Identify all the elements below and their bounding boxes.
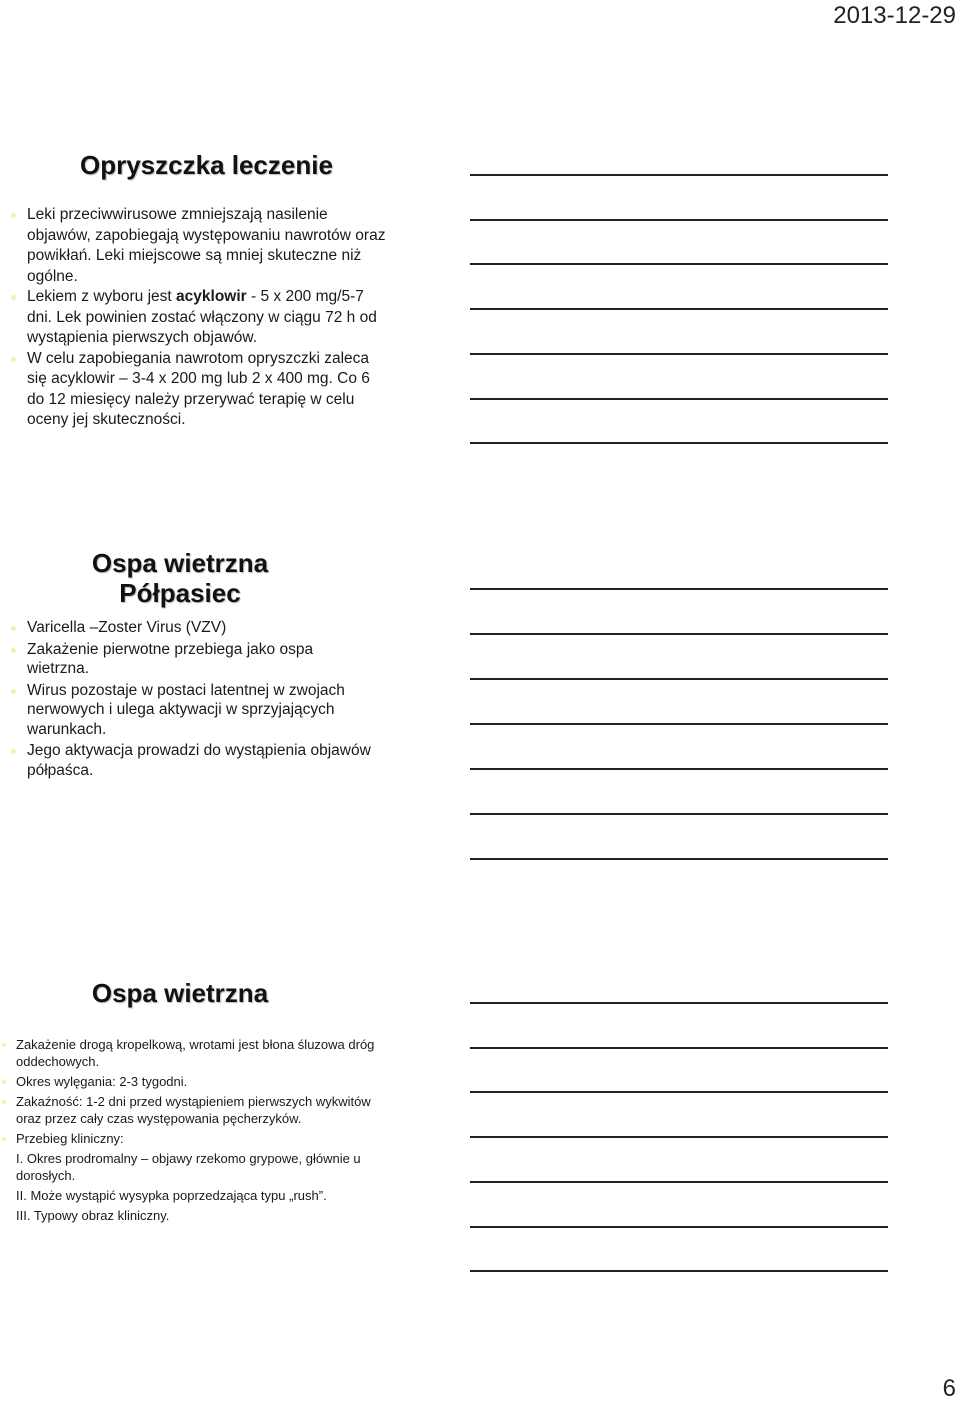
bullet-list	[0, 1036, 400, 1224]
bullet-icon	[11, 689, 16, 694]
list-item	[0, 205, 387, 287]
note-line	[470, 353, 888, 355]
note-line	[470, 1226, 888, 1228]
note-line	[470, 263, 888, 265]
bullet-icon	[11, 626, 16, 631]
bullet-icon	[11, 295, 16, 300]
bullet-text: W celu zapobiegania nawrotom opryszczki zaleca się acyklowir – 3-4 x 200 mg lub 2 x 400 mg. Co 6 do 12 miesięcy należy przerywać terapię w celu oceny jej skuteczności.	[27, 349, 370, 428]
list-item	[0, 741, 377, 780]
bullet-list	[0, 205, 400, 431]
note-line	[470, 1047, 888, 1049]
note-line	[470, 858, 888, 860]
bullet-icon	[2, 1080, 6, 1084]
list-item	[0, 287, 387, 349]
note-line	[470, 174, 888, 176]
bullet-text: Przebieg kliniczny:	[16, 1131, 124, 1146]
page-number: 6	[942, 1375, 956, 1402]
bullet-icon	[11, 749, 16, 754]
note-line	[470, 1181, 888, 1183]
bullet-text: Zakaźność: 1-2 dni przed wystąpieniem pierwszych wykwitów oraz przez cały czas występowania pęcherzyków.	[16, 1094, 371, 1126]
note-line	[470, 442, 888, 444]
note-line	[470, 1091, 888, 1093]
note-line	[470, 633, 888, 635]
note-line	[470, 813, 888, 815]
bullet-list	[0, 618, 400, 780]
note-line	[470, 678, 888, 680]
bullet-text: Leki przeciwwirusowe zmniejszają nasilenie objawów, zapobiegają występowaniu nawrotów oraz powikłań. Leki miejscowe są mniej skuteczne niż ogólne.	[27, 206, 386, 285]
list-item	[0, 1130, 396, 1147]
bullet-text: Zakażenie drogą kropelkową, wrotami jest błona śluzowa dróg oddechowych.	[16, 1037, 375, 1069]
note-line	[470, 1002, 888, 1004]
bullet-icon	[2, 1137, 6, 1141]
bullet-text: Varicella –Zoster Virus (VZV)	[27, 619, 227, 636]
note-line	[470, 588, 888, 590]
bullet-icon	[2, 1100, 6, 1104]
note-line	[470, 219, 888, 221]
list-item	[0, 618, 377, 638]
stage-item	[0, 1187, 396, 1204]
stage-text: I. Okres prodromalny – objawy rzekomo grypowe, głównie u dorosłych.	[16, 1151, 361, 1183]
note-line	[470, 768, 888, 770]
bullet-icon	[2, 1043, 6, 1047]
slide-title	[0, 548, 360, 608]
list-item	[0, 1036, 396, 1070]
slide-ospa-wietrzna	[0, 978, 400, 1227]
note-line	[470, 308, 888, 310]
note-line	[470, 398, 888, 400]
slide-title-line1: Ospa wietrzna	[91, 548, 269, 578]
bullet-text: Jego aktywacja prowadzi do wystąpienia objawów półpaśca.	[27, 742, 371, 779]
stage-item	[0, 1150, 396, 1184]
stage-text: III. Typowy obraz kliniczny.	[16, 1208, 170, 1223]
bullet-icon	[11, 213, 16, 218]
bullet-icon	[11, 357, 16, 362]
bullet-text: Zakażenie pierwotne przebiega jako ospa wietrzna.	[27, 640, 314, 677]
list-item	[0, 640, 377, 679]
bullet-text-before: Lekiem z wyboru jest	[27, 288, 177, 305]
slide-title: Ospa wietrzna	[91, 978, 269, 1008]
bullet-text-after: - 5 x 200 mg/5-7 dni. Lek powinien zostać włączony w ciągu 72 h od wystąpienia pierwszych objawów.	[27, 288, 377, 346]
slide-title: Opryszczka leczenie	[80, 150, 333, 180]
note-line	[470, 723, 888, 725]
header-date: 2013-12-29	[833, 2, 956, 29]
list-item	[0, 1093, 396, 1127]
bullet-text: Wirus pozostaje w postaci latentnej w zwojach nerwowych i ulega aktywacji w sprzyjających warunkach.	[27, 681, 345, 738]
slide-ospa-polpasiec	[0, 548, 400, 782]
list-item	[0, 1073, 396, 1090]
bullet-icon	[11, 648, 16, 653]
bullet-text-bold: acyklowir	[176, 288, 247, 305]
slide-title-line2: Półpasiec	[119, 578, 241, 608]
bullet-text: Okres wylęgania: 2-3 tygodni.	[16, 1074, 188, 1089]
list-item	[0, 681, 377, 740]
slide-opryszczka-leczenie	[0, 150, 400, 431]
stage-text: II. Może wystąpić wysypka poprzedzająca typu „rush”.	[16, 1188, 327, 1203]
stage-item	[0, 1207, 396, 1224]
list-item	[0, 349, 387, 431]
note-line	[470, 1270, 888, 1272]
note-line	[470, 1136, 888, 1138]
